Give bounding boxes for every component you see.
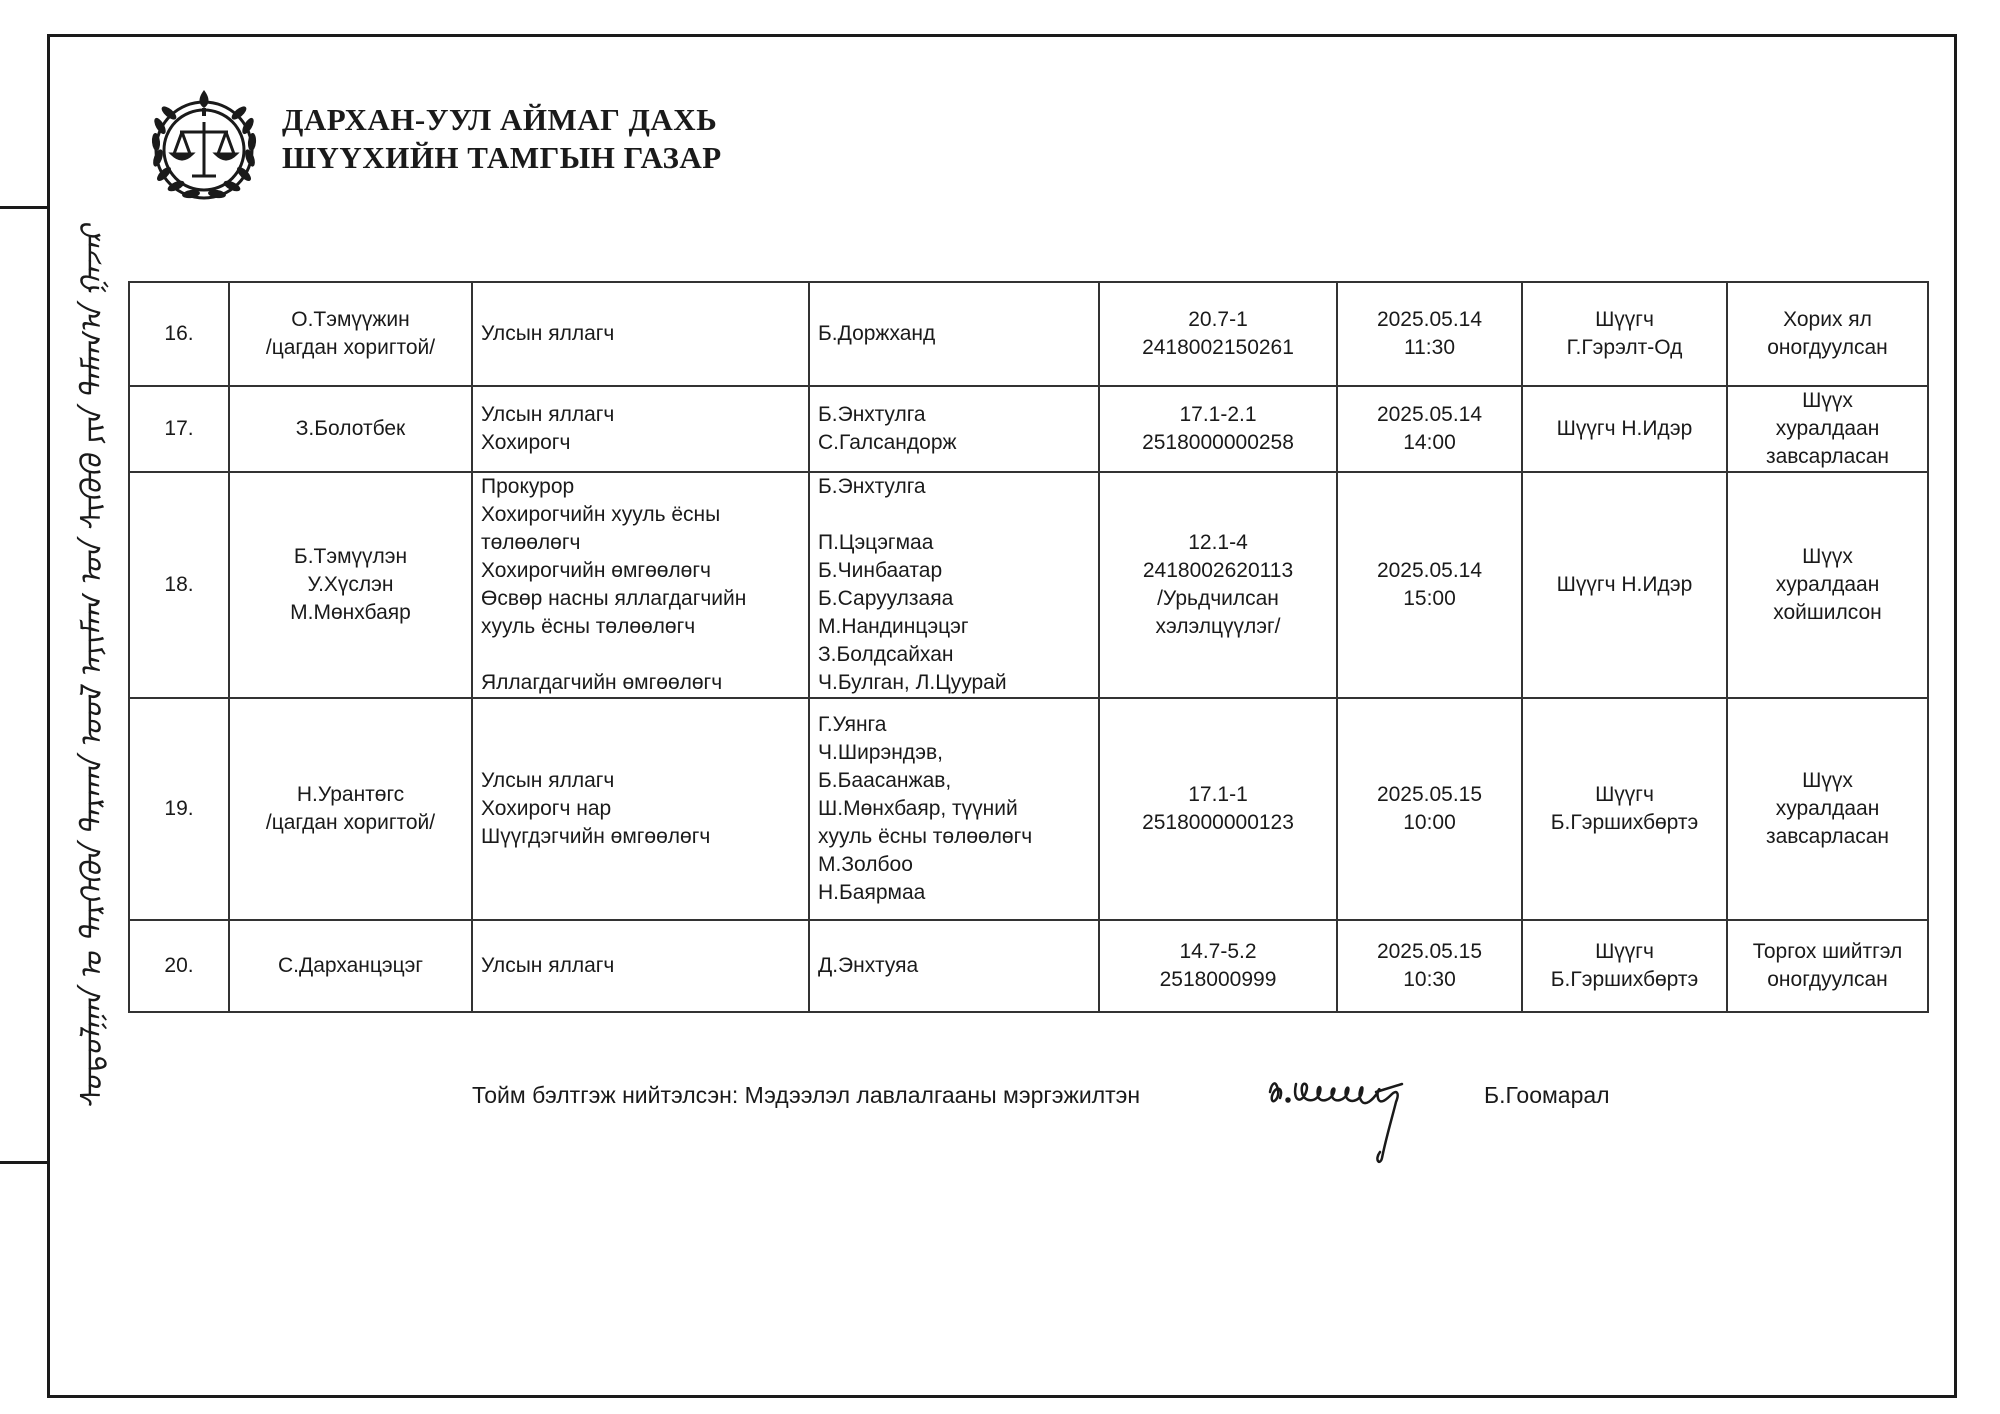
defendant-line: У.Хүслэн xyxy=(307,573,394,596)
handwritten-signature-icon xyxy=(1262,1062,1462,1172)
participant-name-cell xyxy=(809,386,1099,472)
article-case-id-line: 2418002150261 xyxy=(1142,336,1294,359)
defendant-line: О.Тэмүүжин xyxy=(291,308,410,331)
participant-name-line: Б.Саруулзаяа xyxy=(818,587,954,610)
signer-name: Б.Гоомарал xyxy=(1484,1082,1610,1108)
judge-line: Шүүгч xyxy=(1595,940,1654,963)
hearing-datetime-line: 2025.05.14 xyxy=(1376,308,1483,331)
defendant-cell xyxy=(229,920,472,1012)
judge-line: Шүүгч Н.Идэр xyxy=(1556,417,1693,440)
participant-name-line: Ш.Мөнхбаяр, түүний xyxy=(818,797,1018,820)
hearing-result-line: завсарласан xyxy=(1765,445,1890,468)
case-number-cell xyxy=(129,282,229,386)
article-case-id-cell xyxy=(1099,698,1337,920)
hearing-datetime-line: 14:00 xyxy=(1403,431,1456,454)
footer-prepared-by xyxy=(472,1082,1610,1109)
case-number-line: 19. xyxy=(164,797,194,820)
judge-cell xyxy=(1522,386,1727,472)
participant-name-line: М.Нандинцэцэг xyxy=(818,615,969,638)
judge-cell xyxy=(1522,282,1727,386)
hearing-datetime-cell xyxy=(1337,282,1522,386)
schedule-row-19 xyxy=(129,698,1928,920)
participant-name-line: Б.Баасанжав, xyxy=(818,769,952,792)
article-case-id-line: 2518000999 xyxy=(1159,968,1277,991)
participant-role-line: Улсын яллагч xyxy=(481,954,615,977)
judge-cell xyxy=(1522,920,1727,1012)
hearing-result-cell xyxy=(1727,386,1928,472)
hearing-datetime-line: 10:00 xyxy=(1403,811,1456,834)
participant-name-line: Б.Энхтулга xyxy=(818,475,926,498)
article-case-id-line: 17.1-1 xyxy=(1188,783,1248,806)
hearing-result-cell xyxy=(1727,282,1928,386)
defendant-line: С.Дарханцэцэг xyxy=(277,954,424,977)
participant-role-line: Улсын яллагч xyxy=(481,769,615,792)
case-number-cell xyxy=(129,920,229,1012)
participant-role-cell xyxy=(472,386,809,472)
hearing-schedule-table xyxy=(128,281,1929,1013)
court-office-title xyxy=(282,101,722,177)
article-case-id-line: 2518000000123 xyxy=(1142,811,1294,834)
hearing-datetime-line: 15:00 xyxy=(1403,587,1456,610)
judge-line: Шүүгч xyxy=(1595,783,1654,806)
participant-role-line: Хохирогч xyxy=(481,431,571,454)
judge-line: Шүүгч xyxy=(1595,308,1654,331)
hearing-datetime-line: 11:30 xyxy=(1404,336,1455,359)
defendant-line: Н.Урантөгс xyxy=(296,783,405,806)
participant-name-line: Ч.Ширэндэв, xyxy=(818,741,943,764)
defendant-cell xyxy=(229,282,472,386)
article-case-id-cell xyxy=(1099,472,1337,698)
hearing-result-line: хойшилсон xyxy=(1773,601,1882,624)
article-case-id-line: 14.7-5.2 xyxy=(1179,940,1257,963)
hearing-datetime-line: 2025.05.14 xyxy=(1376,559,1483,582)
participant-name-line: М.Золбоо xyxy=(818,853,913,876)
mongolian-script-vertical-text: ᠰᠤᠳᠤᠯᠭᠠᠨ ᠤ ᠲᠡᠷᠭᠡᠭᠦᠨ ᠳᠠᠷᠬᠠᠨ ᠤᠤᠯ ᠠᠶᠢᠮᠠᠭ ᠤᠨ ᠰᠢᠭᠦᠬᠦ ᠶᠢᠨ ᠲᠠᠮᠠᠭ᠎ᠠ ᠭᠠᠵᠠᠷ xyxy=(75,225,110,1110)
hearing-datetime-cell xyxy=(1337,386,1522,472)
hearing-result-line: оногдуулсан xyxy=(1767,968,1888,991)
hearing-result-cell xyxy=(1727,920,1928,1012)
participant-name-line: З.Болдсайхан xyxy=(818,643,954,666)
hearing-datetime-line: 10:30 xyxy=(1403,968,1456,991)
defendant-line: М.Мөнхбаяр xyxy=(290,601,411,624)
participant-name-line: П.Цэцэгмаа xyxy=(818,531,934,554)
article-case-id-line: хэлэлцүүлэг/ xyxy=(1155,615,1281,638)
hearing-result-line: Шүүх xyxy=(1802,545,1853,568)
case-number-cell xyxy=(129,472,229,698)
participant-name-line xyxy=(818,501,1090,529)
case-number-cell xyxy=(129,698,229,920)
participant-role-line: Улсын яллагч xyxy=(481,403,615,426)
participant-name-cell xyxy=(809,282,1099,386)
schedule-row-16 xyxy=(129,282,1928,386)
participant-name-line: Б.Доржханд xyxy=(818,322,936,345)
participant-role-line: Прокурор xyxy=(481,475,575,498)
participant-role-line: Шүүгдэгчийн өмгөөлөгч xyxy=(481,825,711,848)
defendant-line: Б.Тэмүүлэн xyxy=(293,545,408,568)
participant-role-line: Хохирогч нар xyxy=(481,797,612,820)
participant-name-line: Ч.Булган, Л.Цуурай xyxy=(818,671,1007,694)
participant-role-line: хууль ёсны төлөөлөгч xyxy=(481,615,696,638)
article-case-id-cell xyxy=(1099,386,1337,472)
participant-name-cell xyxy=(809,698,1099,920)
court-scales-emblem-icon xyxy=(136,80,272,216)
participant-role-line: Яллагдагчийн өмгөөлөгч xyxy=(481,671,723,694)
side-divider-top xyxy=(0,206,50,209)
schedule-row-17 xyxy=(129,386,1928,472)
hearing-result-cell xyxy=(1727,698,1928,920)
hearing-datetime-cell xyxy=(1337,472,1522,698)
hearing-result-line: Торгох шийтгэл xyxy=(1752,940,1903,963)
hearing-datetime-line: 2025.05.15 xyxy=(1376,940,1483,963)
hearing-result-line: Хорих ял xyxy=(1783,308,1872,331)
title-line-1: ДАРХАН-УУЛ АЙМАГ ДАХЬ xyxy=(282,102,718,137)
judge-line: Шүүгч Н.Идэр xyxy=(1556,573,1693,596)
schedule-row-20 xyxy=(129,920,1928,1012)
judge-line: Г.Гэрэлт-Од xyxy=(1566,336,1683,359)
participant-role-cell xyxy=(472,472,809,698)
participant-role-line: төлөөлөгч xyxy=(481,531,581,554)
article-case-id-line: 20.7-1 xyxy=(1188,308,1248,331)
article-case-id-line: 2518000000258 xyxy=(1142,431,1294,454)
participant-role-line: Хохирогчийн өмгөөлөгч xyxy=(481,559,711,582)
hearing-result-line: хуралдаан xyxy=(1775,797,1880,820)
participant-name-line: хууль ёсны төлөөлөгч xyxy=(818,825,1033,848)
hearing-datetime-cell xyxy=(1337,698,1522,920)
participant-name-line: Н.Баярмаа xyxy=(818,881,926,904)
article-case-id-line: 17.1-2.1 xyxy=(1179,403,1257,426)
hearing-result-line: завсарласан xyxy=(1765,825,1890,848)
defendant-line: З.Болотбек xyxy=(295,417,406,440)
article-case-id-cell xyxy=(1099,920,1337,1012)
article-case-id-line: /Урьдчилсан xyxy=(1157,587,1279,610)
judge-line: Б.Гэршихбөртэ xyxy=(1550,811,1699,834)
hearing-datetime-line: 2025.05.15 xyxy=(1376,783,1483,806)
defendant-cell xyxy=(229,472,472,698)
judge-cell xyxy=(1522,698,1727,920)
hearing-result-cell xyxy=(1727,472,1928,698)
participant-role-line xyxy=(481,641,800,669)
participant-role-line: Улсын яллагч xyxy=(481,322,615,345)
judge-cell xyxy=(1522,472,1727,698)
hearing-datetime-line: 2025.05.14 xyxy=(1376,403,1483,426)
case-number-line: 18. xyxy=(164,573,194,596)
defendant-line: /цагдан хоригтой/ xyxy=(265,811,436,834)
article-case-id-line: 2418002620113 xyxy=(1142,559,1294,582)
judge-line: Б.Гэршихбөртэ xyxy=(1550,968,1699,991)
participant-name-cell xyxy=(809,920,1099,1012)
participant-name-line: Г.Уянга xyxy=(818,713,887,736)
participant-name-line: Б.Чинбаатар xyxy=(818,559,943,582)
article-case-id-line: 12.1-4 xyxy=(1188,531,1248,554)
prepared-by-text: Тойм бэлтгэж нийтэлсэн: Мэдээлэл лавлалгааны мэргэжилтэн xyxy=(472,1082,1141,1108)
hearing-result-line: Шүүх xyxy=(1802,389,1853,412)
participant-role-cell xyxy=(472,920,809,1012)
participant-name-line: С.Галсандорж xyxy=(818,431,957,454)
case-number-line: 17. xyxy=(164,417,194,440)
hearing-result-line: оногдуулсан xyxy=(1767,336,1888,359)
case-number-line: 20. xyxy=(164,954,194,977)
defendant-line: /цагдан хоригтой/ xyxy=(265,336,436,359)
side-divider-bottom xyxy=(0,1161,50,1164)
title-line-2: ШҮҮХИЙН ТАМГЫН ГАЗАР xyxy=(282,140,722,175)
participant-name-cell xyxy=(809,472,1099,698)
hearing-result-line: хуралдаан xyxy=(1775,417,1880,440)
hearing-result-line: хуралдаан xyxy=(1775,573,1880,596)
hearing-result-line: Шүүх xyxy=(1802,769,1853,792)
participant-role-cell xyxy=(472,698,809,920)
article-case-id-cell xyxy=(1099,282,1337,386)
defendant-cell xyxy=(229,698,472,920)
participant-name-line: Д.Энхтуяа xyxy=(818,954,919,977)
side-margin xyxy=(0,0,110,1414)
participant-name-line: Б.Энхтулга xyxy=(818,403,926,426)
schedule-row-18 xyxy=(129,472,1928,698)
participant-role-line: Хохирогчийн хууль ёсны xyxy=(481,503,721,526)
defendant-cell xyxy=(229,386,472,472)
hearing-datetime-cell xyxy=(1337,920,1522,1012)
case-number-line: 16. xyxy=(164,322,194,345)
case-number-cell xyxy=(129,386,229,472)
participant-role-line: Өсвөр насны яллагдагчийн xyxy=(481,587,747,610)
participant-role-cell xyxy=(472,282,809,386)
